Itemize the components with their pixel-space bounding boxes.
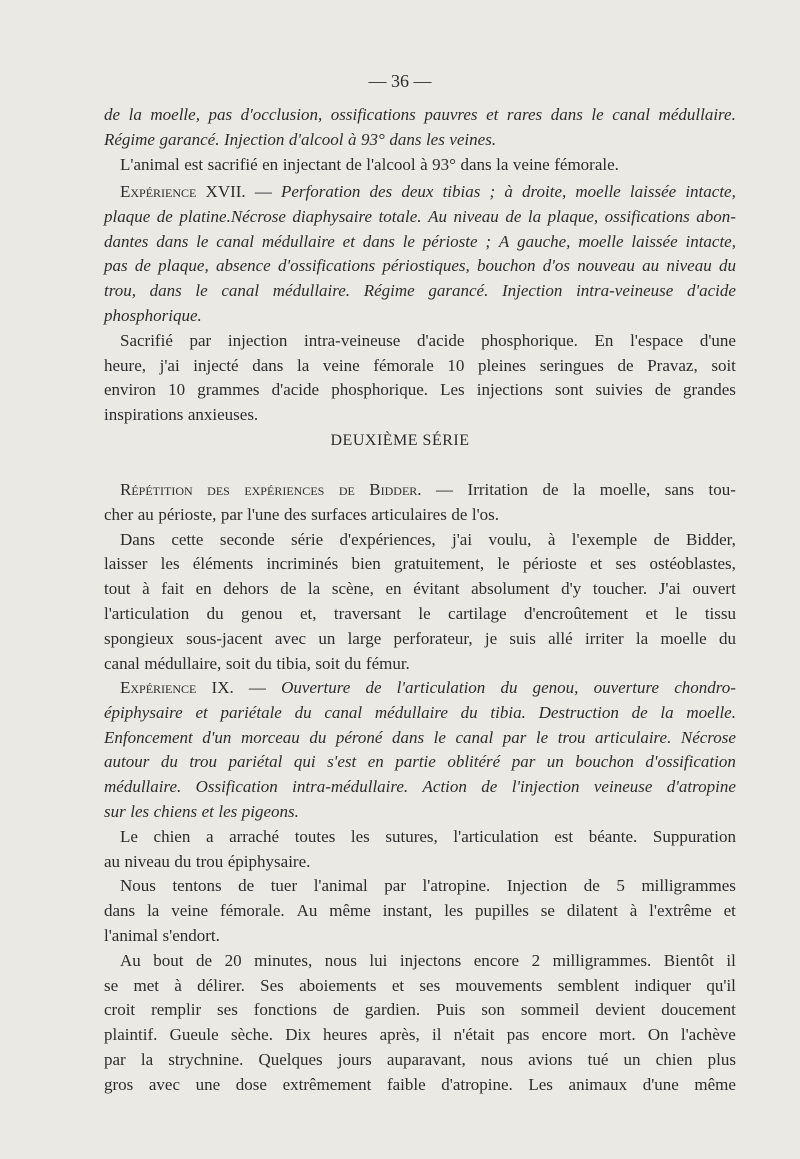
text-line: sur les chiens et les pigeons.: [104, 802, 299, 821]
text-line: plaque de platine.Nécrose diaphysaire totale. Au niveau de la plaque, ossifications abon-: [104, 206, 736, 226]
text-line: Dans cette seconde série d'expériences, j'ai voulu, à l'exemple de Bidder,: [120, 529, 736, 549]
text-line: gros avec une dose extrêmement faible d'atropine. Les animaux d'une même: [104, 1074, 736, 1094]
text-line: pas de plaque, absence d'ossifications périostiques, bouchon d'os nouveau au niveau du: [104, 256, 736, 276]
text-line: Au bout de 20 minutes, nous lui injectons encore 2 milligrammes. Bientôt il: [120, 950, 736, 970]
text-line: tout à fait en dehors de la scène, en évitant absolument d'y toucher. J'ai ouvert: [104, 579, 736, 599]
text-line: Expérience XVII. — Perforation des deux tibias ; à droite, moelle laissée intacte,: [120, 182, 736, 201]
text-line: environ 10 grammes d'acide phosphorique. Les injections sont suivies de grandes: [104, 380, 736, 400]
text-line: Nous tentons de tuer l'animal par l'atropine. Injection de 5 milligrammes: [120, 876, 736, 896]
text-line: laisser les éléments incriminés bien gratuitement, le périoste et ses ostéoblastes,: [104, 554, 736, 574]
text-line: Régime garancé. Injection d'alcool à 93° dans les veines.: [104, 129, 497, 149]
text-line: se met à délirer. Ses aboiements et ses mouvements semblent indiquer qu'il: [104, 975, 736, 995]
text-line: l'animal s'endort.: [104, 926, 220, 945]
text-line: croit remplir ses fonctions de gardien. Puis son sommeil devient doucement: [104, 1000, 736, 1020]
text-line: de la moelle, pas d'occlusion, ossifications pauvres et rares dans le canal médullaire.: [104, 105, 736, 124]
text-line: autour du trou pariétal qui s'est en partie oblitéré par un bouchon d'ossification: [104, 752, 736, 772]
text-line: par la strychnine. Quelques jours auparavant, nous avions tué un chien plus: [104, 1050, 736, 1069]
text-line: L'animal est sacrifié en injectant de l'alcool à 93° dans la veine fémorale.: [120, 154, 619, 174]
text-line: l'articulation du genou et, traversant le cartilage d'encroûtement et le tissu: [104, 604, 736, 623]
section-heading: DEUXIÈME SÉRIE: [330, 432, 470, 449]
text-line: inspirations anxieuses.: [104, 405, 259, 425]
text-line: Enfoncement d'un morceau du péroné dans le canal par le trou articulaire. Nécrose: [104, 727, 736, 747]
text-line: épiphysaire et pariétale du canal médullaire du tibia. Destruction de la moelle.: [104, 702, 736, 722]
text-line: médullaire. Ossification intra-médullaire. Action de l'injection veineuse d'atropine: [104, 777, 736, 797]
text-line: spongieux sous-jacent avec un large perforateur, je suis allé irriter la moelle du: [104, 628, 736, 648]
text-line: Répétition des expériences de Bidder. — Irritation de la moelle, sans tou-: [120, 480, 736, 499]
text-line: cher au périoste, par l'une des surfaces articulaires de l'os.: [104, 504, 500, 524]
text-line: dantes dans le canal médullaire et dans le périoste ; A gauche, moelle laissée intacte,: [104, 231, 736, 251]
text-line: au niveau du trou épiphysaire.: [104, 851, 311, 871]
text-line: plaintif. Gueule sèche. Dix heures après, il n'était pas encore mort. On l'achève: [104, 1025, 736, 1045]
text-line: phosphorique.: [104, 306, 202, 325]
text-line: canal médullaire, soit du tibia, soit du fémur.: [104, 653, 410, 673]
page-number: — 36 —: [368, 71, 432, 91]
text-line: Le chien a arraché toutes les sutures, l'articulation est béante. Suppuration: [120, 826, 736, 846]
text-line: Sacrifié par injection intra-veineuse d'acide phosphorique. En l'espace d'une: [120, 330, 736, 350]
text-line: heure, j'ai injecté dans la veine fémorale 10 pleines seringues de Pravaz, soit: [104, 355, 736, 375]
text-line: Expérience IX. — Ouverture de l'articulation du genou, ouverture chondro-: [120, 678, 736, 697]
text-line: dans la veine fémorale. Au même instant, les pupilles se dilatent à l'extrême et: [104, 901, 736, 921]
text-line: trou, dans le canal médullaire. Régime garancé. Injection intra-veineuse d'acide: [104, 281, 736, 301]
